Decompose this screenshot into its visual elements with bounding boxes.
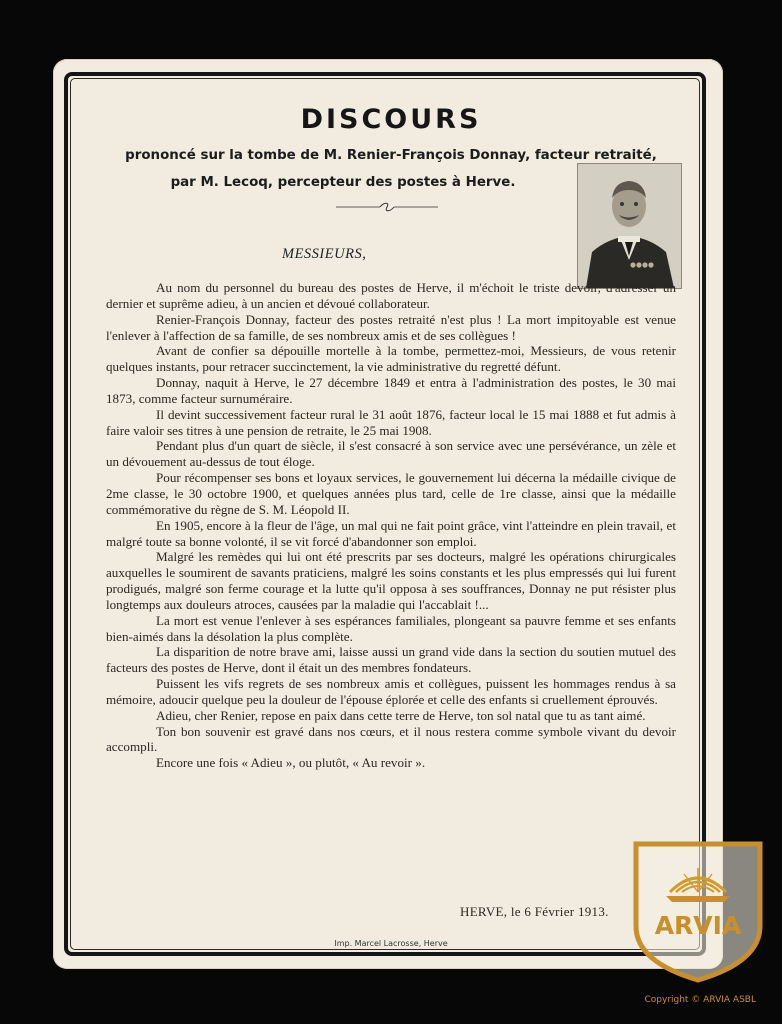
printer-imprint: Imp. Marcel Lacrosse, Herve: [334, 939, 448, 948]
paragraph: Pour récompenser ses bons et loyaux services, le gouvernement lui décerna la médaille civique de 2me classe, le 30 octobre 1900, et quelques années plus tard, celle de 1re classe, ainsi que la médaille commémorative du règne de S. M. Léopold II.: [106, 470, 676, 517]
salutation: MESSIEURS,: [282, 246, 367, 262]
speech-body: [106, 280, 676, 771]
flourish-divider: [332, 201, 442, 213]
paragraph: Pendant plus d'un quart de siècle, il s'est consacré à son service avec une persévérance, un zèle et un dévouement au-dessus de tout éloge.: [106, 438, 676, 470]
paragraph: Il devint successivement facteur rural le 31 août 1876, facteur local le 15 mai 1888 et fut admis à faire valoir ses titres à une pension de retraite, le 25 mai 1908.: [106, 406, 676, 438]
paragraph: La disparition de notre brave ami, laisse aussi un grand vide dans la section du soutien mutuel des facteurs des postes de Herve, dont il était un des membres fondateurs.: [106, 644, 676, 676]
paragraph: Adieu, cher Renier, repose en paix dans cette terre de Herve, ton sol natal que tu as tant aimé.: [156, 707, 646, 723]
paragraph: En 1905, encore à la fleur de l'âge, un mal qui ne fait point grâce, vint l'atteindre en plein travail, et malgré toute sa bonne volonté, il se vit forcé d'abandonner son emploi.: [106, 517, 676, 549]
place-date-signoff: HERVE, le 6 Février 1913.: [460, 904, 609, 919]
copyright-notice: Copyright © ARVIA ASBL: [644, 995, 756, 1005]
paragraph: Puissent les vifs regrets de ses nombreux amis et collègues, puissent les hommages rendus à sa mémoire, adoucir quelque peu la douleur de l'épouse éplorée et celle des enfants si cruellement éprouvés.: [106, 676, 676, 707]
paragraph: Malgré les remèdes qui lui ont été prescrits par ses docteurs, malgré les opérations chirurgicales auxquelles le soumirent de savants praticiens, malgré les soins constants et les plus empressés qui lui furent prodigués, malgré son ferme courage et la lutte qu'il opposa à ses souffrances, Donnay ne put résister plus longtemps aux douleurs atroces, causées par la maladie qui l'accablait !...: [106, 549, 676, 612]
paragraph: Donnay, naquit à Herve, le 27 décembre 1849 et entra à l'administration des postes, le 30 mai 1873, comme facteur surnuméraire.: [106, 375, 676, 406]
subtitle-line-2: par M. Lecoq, percepteur des postes à Herve.: [170, 175, 516, 190]
paragraph: La mort est venue l'enlever à ses espérances familiales, plongeant sa pauvre femme et ses enfants bien-aimés dans la désolation la plus complète.: [106, 612, 676, 644]
paragraph: Ton bon souvenir est gravé dans nos cœurs, et il nous restera comme symbole vivant du devoir accompli.: [106, 723, 676, 755]
paragraph: Encore une fois « Adieu », ou plutôt, « Au revoir ».: [156, 755, 426, 771]
arvia-logo-text: ARVIA: [654, 911, 742, 940]
arvia-logo-watermark: [626, 834, 770, 984]
paragraph: Avant de confier sa dépouille mortelle à la tombe, permettez-moi, Messieurs, de vous retenir quelques instants, pour retracer succinctement, la vie administrative du regretté défunt.: [106, 343, 676, 375]
document-title: DISCOURS: [300, 104, 482, 135]
subtitle-line-1: prononcé sur la tombe de M. Renier-François Donnay, facteur retraité,: [125, 148, 657, 163]
paragraph: Renier-François Donnay, facteur des postes retraité n'est plus ! La mort impitoyable est venue l'enlever à l'affection de sa famille, de ses nombreux amis et de ses collègues !: [106, 311, 676, 343]
paragraph: Au nom du personnel du bureau des postes de Herve, il m'échoit le triste devoir, d'adresser un dernier et suprême adieu, à un ancien et dévoué collaborateur.: [106, 280, 676, 311]
portrait-photo: [577, 163, 682, 289]
